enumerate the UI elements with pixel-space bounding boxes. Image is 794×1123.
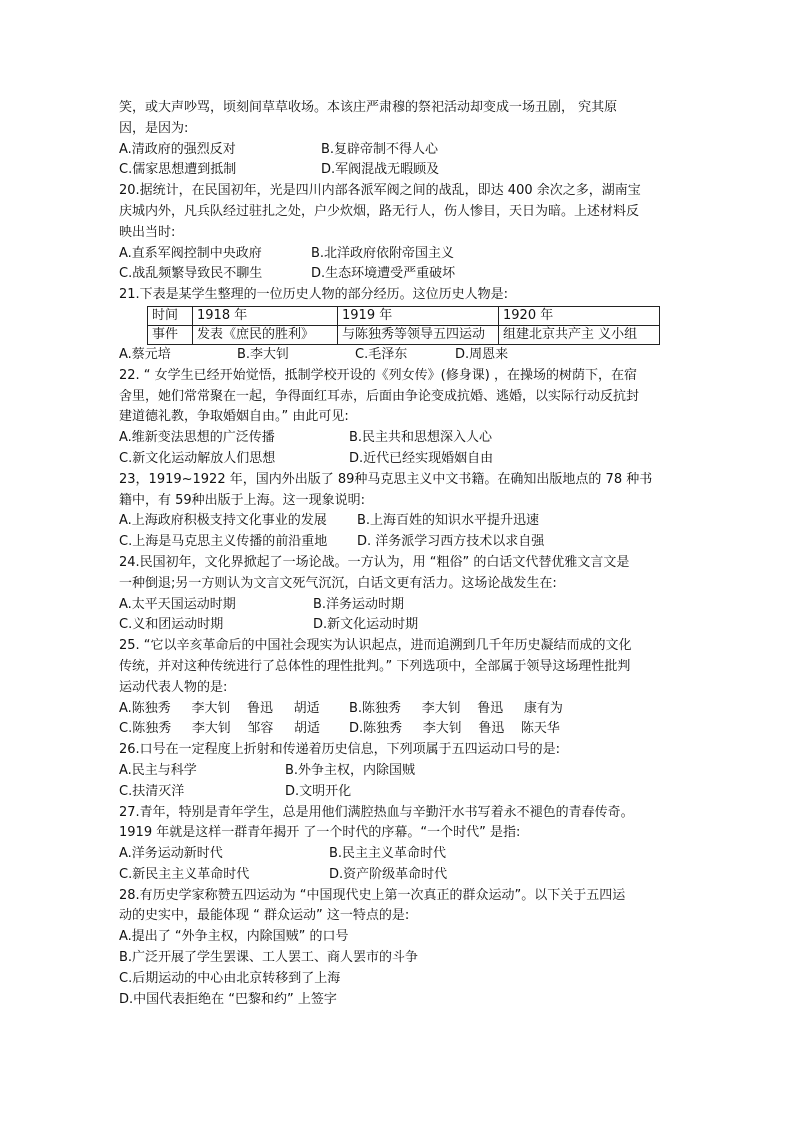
option-a: A.蔡元培 [119,346,171,362]
option-d: D.军阀混战无暇顾及 [321,162,440,178]
option-b: B.广泛开展了学生罢课、工人罢工、商人罢市的斗争 [119,950,419,966]
question-24-line: 24.民国初年，文化界掀起了一场论战。一方认为，用 “粗俗” 的白话文代替优雅文言文是 [119,554,630,570]
option-c: C.后期运动的中心由北京转移到了上海 [119,970,341,986]
option-a: A.陈独秀 李大钊 鲁迅 胡适 [119,700,320,716]
option-c: C.义和团运动时期 [119,617,224,633]
option-d: D.陈独秀 李大钊 鲁迅 陈天华 [349,721,560,737]
option-b: B.李大钊 [237,346,290,362]
option-d: D.文明开化 [285,783,352,799]
table-cell: 1920 年 [499,306,660,325]
table-cell: 与陈独秀等领导五四运动 [338,325,499,344]
question-27-line: 27.青年，特别是青年学生，总是用他们满腔热血与辛勤汗水书写着永不褪色的青春传奇。 [119,804,634,820]
history-table-wrap [147,306,681,345]
option-a: A.太平天国运动时期 [119,596,236,612]
option-d: D.中国代表拒绝在 “巴黎和约” 上签字 [119,991,337,1007]
question-28-line: 动的史实中，最能体现 “ 群众运动” 这一特点的是: [119,908,410,924]
table-cell: 组建北京共产主 义小组 [499,325,660,344]
table-cell: 1919 年 [338,306,499,325]
question-20-line: 映出当时: [119,224,176,240]
option-c: C.陈独秀 李大钊 邹容 胡适 [119,721,321,737]
question-26-line: 26.口号在一定程度上折射和传递着历史信息，下列项属于五四运动口号的是: [119,742,561,758]
question-22-line: 舍里，她们常常聚在一起，争得面红耳赤，后面由争论变成抗婚、逃婚，以实际行动反抗封 [119,388,640,404]
question-25-line: 25. “它以辛亥革命后的中国社会现实为认识起点，进而追溯到几千年历史凝结而成的文化 [119,638,632,654]
table-row [148,306,660,325]
option-d: D.周恩来 [455,346,509,362]
question-23-line: 23，1919~1922 年，国内外出版了 89种马克思主义中文书籍。在确知出版地点的 78 种书 [119,471,653,487]
question-20-line: 庆城内外，凡兵队经过驻扎之处，户少炊烟，路无行人，伤人惨目，天日为暗。上述材料反 [119,203,640,219]
question-20-line: 20.据统计，在民国初年，光是四川内部各派军阀之间的战乱，即达 400 余次之多，湖南宝 [119,183,641,199]
table-cell: 事件 [148,325,193,344]
option-a: A.清政府的强烈反对 [119,141,236,157]
option-c: C.新文化运动解放人们思想 [119,450,276,466]
question-27-line: 1919 年就是这样一群青年揭开 了一个时代的序幕。“一个时代” 是指: [119,825,521,841]
option-d: D.近代已经实现婚姻自由 [349,450,494,466]
option-d: D.新文化运动时期 [313,617,419,633]
exam-page [119,98,681,1010]
question-22-line: 22. “ 女学生已经开始觉悟，抵制学校开设的《列女传》(修身课) ，在操场的树荫下，在宿 [119,367,637,383]
option-c: C.毛泽东 [355,346,408,362]
option-a: A.上海政府积极支持文化事业的发展 [119,513,327,529]
option-a: A.维新变法思想的广泛传播 [119,430,275,446]
option-d: D.生态环境遭受严重破坏 [311,266,456,282]
option-a: A.洋务运动新时代 [119,846,223,862]
table-cell: 时间 [148,306,193,325]
question-24-line: 一种倒退;另一方则认为文言文死气沉沉，白话文更有活力。这场论战发生在: [119,575,557,591]
option-b: B.陈独秀 李大钊 鲁迅 康有为 [349,700,563,716]
history-table [147,306,660,345]
question-text: 笑，或大声吵骂，顷刻间草草收场。本该庄严肃穆的祭祀活动却变成一场丑剧， 究其原 [119,100,618,115]
option-c: C.扶清灭洋 [119,783,185,799]
question-23-line: 籍中，有 59种出版于上海。这一现象说明: [119,492,366,508]
option-b: B.北洋政府依附帝国主义 [311,245,455,261]
table-cell: 1918 年 [193,306,338,325]
option-a: A.民主与科学 [119,762,197,778]
question-22-line: 建道德礼教，争取婚姻自由。” 由此可见: [119,409,349,425]
option-b: B.外争主权，内除国贼 [285,762,416,778]
option-a: A.直系军阀控制中央政府 [119,245,262,261]
question-25-line: 运动代表人物的是: [119,679,228,695]
option-c: C.儒家思想遭到抵制 [119,162,237,178]
option-c: C.上海是马克思主义传播的前沿重地 [119,534,328,550]
option-b: B.洋务运动时期 [313,596,405,612]
question-text: 因，是因为: [119,120,189,136]
option-a: A.提出了 “外争主权，内除国贼” 的口号 [119,929,349,945]
option-b: B.民主共和思想深入人心 [349,430,493,446]
option-b: B.民主主义革命时代 [329,846,447,862]
option-c: C.新民主主义革命时代 [119,866,250,882]
option-d: D.资产阶级革命时代 [329,866,448,882]
question-21-line: 21.下表是某学生整理的一位历史人物的部分经历。这位历史人物是: [119,287,509,303]
table-cell: 发表《庶民的胜利》 [193,325,338,344]
option-b: B.复辟帝制不得人心 [321,141,439,157]
question-28-line: 28.有历史学家称赞五四运动为 “中国现代史上第一次真正的群众运动”。以下关于五四运 [119,887,626,903]
option-b: B.上海百姓的知识水平提升迅速 [357,513,540,529]
table-row [148,325,660,344]
option-c: C.战乱频繁导致民不聊生 [119,266,263,282]
question-25-line: 传统，并对这种传统进行了总体性的理性批判。” 下列选项中，全部属于领导这场理性批判 [119,658,631,674]
option-d: D. 洋务派学习西方技术以求自强 [357,534,545,550]
